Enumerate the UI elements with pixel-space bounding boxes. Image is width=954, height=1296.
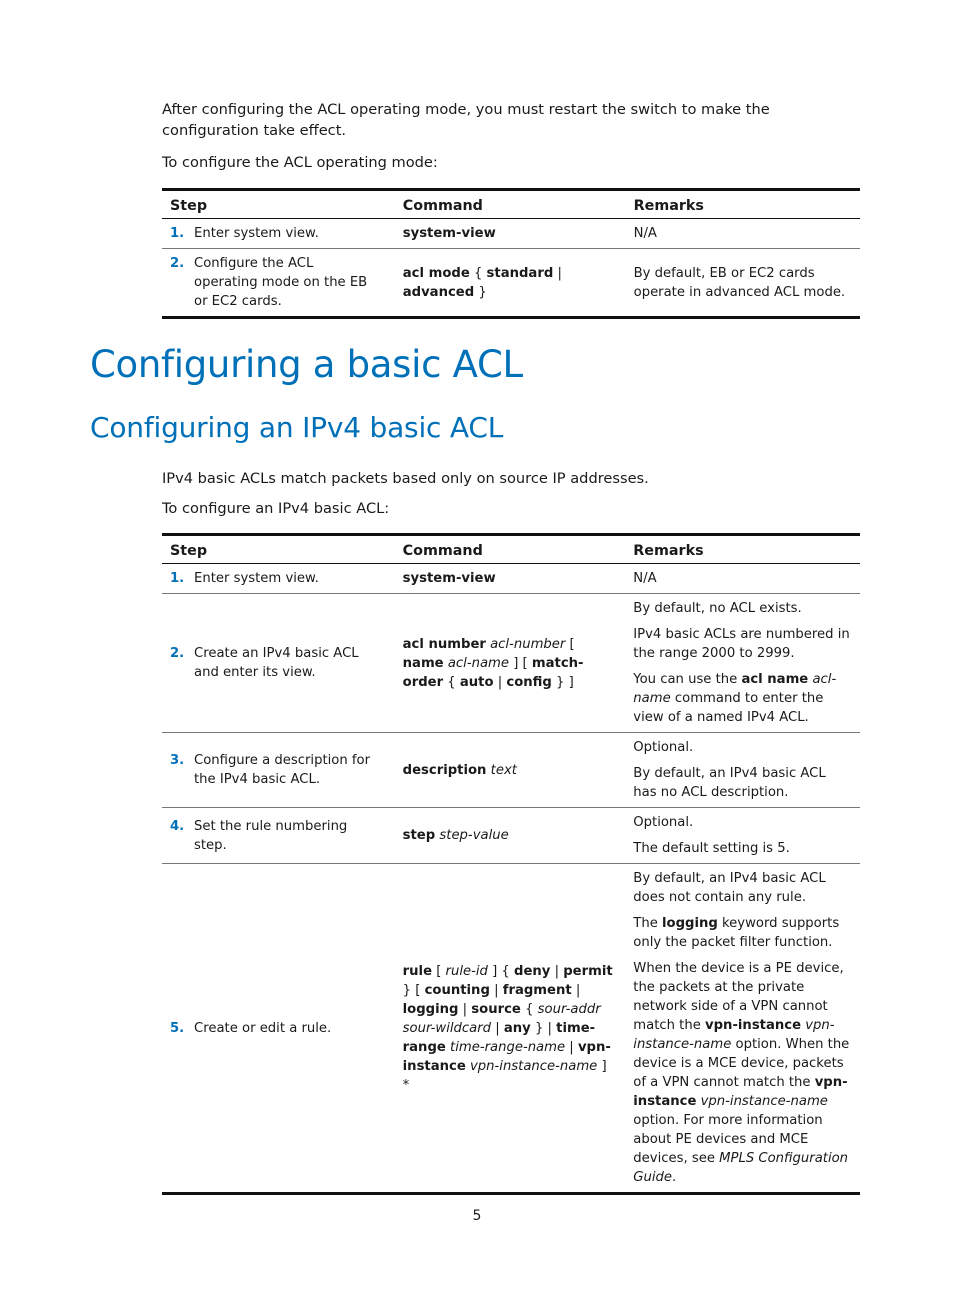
step-text: Configure a description for the IPv4 basic ACL. [194,753,371,787]
remark-line: Optional. [633,815,694,830]
remark-line: By default, an IPv4 basic ACL has no ACL description. [633,766,826,800]
remark-line: You can use the acl name acl-name command to enter the view of a named IPv4 ACL. [633,672,837,725]
remarks-cell [625,733,860,808]
table-row [162,249,860,318]
command-cell [395,864,626,1194]
remarks-cell [625,864,860,1194]
command-cell [395,808,626,864]
remark-line: Optional. [633,740,694,755]
remark-line: The default setting is 5. [633,841,790,856]
step-cell [162,564,395,594]
table-row [162,564,860,594]
page-number: 5 [472,1208,482,1224]
section-heading: Configuring an IPv4 basic ACL [90,411,504,444]
command-text: system-view [402,571,496,586]
command-cell [395,733,626,808]
step-number: 2. [170,256,185,271]
remarks-cell [625,594,860,733]
header-remarks: Remarks [633,543,704,559]
table-row [162,219,860,249]
step-number: 2. [170,646,185,661]
step-number: 1. [170,571,185,586]
header-remarks: Remarks [633,198,704,214]
remark-line: IPv4 basic ACLs are numbered in the range 2000 to 2999. [633,627,850,661]
command-text: description text [402,762,517,778]
header-step: Step [170,198,208,214]
command-text: step step-value [402,828,509,843]
step-number: 1. [170,226,185,241]
intro-paragraph: After configuring the ACL operating mode, you must restart the switch to make the configuration take effect. [162,101,770,139]
intro-lead-in: To configure the ACL operating mode: [162,154,438,171]
step-text: Enter system view. [194,226,319,241]
table-row [162,733,860,808]
command-cell [395,594,626,733]
header-command: Command [402,198,483,214]
remark-line: When the device is a PE device, the packets at the private network side of a VPN cannot match the vpn-instance vpn-instance-name option. When the device is a MCE device, packets of a VPN cannot match the vpn-instance vpn-instance-name option. For more information about PE devices and MCE devices, see MPLS Configuration Guide. [633,961,850,1185]
remark-line: The logging keyword supports only the packet filter function. [633,916,840,950]
step-text: Create or edit a rule. [194,1020,332,1036]
step-cell [162,594,395,733]
acl-mode-table [162,188,860,319]
table-row [162,808,860,864]
remarks-cell: N/A [633,226,657,241]
step-number: 3. [170,753,185,768]
command-cell [395,219,626,249]
step-number: 5. [170,1020,185,1036]
header-step: Step [170,543,208,559]
table-header-row [162,190,860,219]
step-number: 4. [170,818,185,834]
step-cell [162,219,395,249]
step-text: Enter system view. [194,571,319,586]
remarks-cell [625,808,860,864]
command-text: acl number acl-number [ name acl-name ] [ match-order { auto | config } ] [402,636,584,690]
step-text: Set the rule numbering step. [194,818,348,853]
remarks-cell [625,564,860,594]
remark-line: By default, an IPv4 basic ACL does not contain any rule. [633,871,826,905]
remark-line: By default, no ACL exists. [633,601,802,616]
command-text: acl mode { standard | advanced } [402,265,562,300]
header-command: Command [402,543,483,559]
table-row [162,594,860,733]
table-row [162,864,860,1194]
step-text: Create an IPv4 basic ACL and enter its view. [194,646,359,680]
remark-line: N/A [633,571,657,586]
step-cell [162,733,395,808]
section-paragraph: IPv4 basic ACLs match packets based only on source IP addresses. [162,470,649,487]
section-lead-in: To configure an IPv4 basic ACL: [162,500,390,517]
command-text: system-view [402,226,496,241]
command-text: rule [ rule-id ] { deny | permit } [ counting | fragment | logging | source { sour-addr sour-wildcard | any } | time-range time-range-name | vpn-instance vpn-instance-name ] * [402,963,613,1093]
command-cell [395,249,626,318]
remarks-cell: By default, EB or EC2 cards operate in advanced ACL mode. [633,265,846,300]
step-cell [162,864,395,1194]
chapter-heading: Configuring a basic ACL [90,343,523,386]
table-header-row [162,535,860,564]
basic-acl-table [162,533,860,1195]
step-cell [162,808,395,864]
step-text: Configure the ACL operating mode on the EB or EC2 cards. [194,256,368,309]
command-cell [395,564,626,594]
step-cell [162,249,395,318]
